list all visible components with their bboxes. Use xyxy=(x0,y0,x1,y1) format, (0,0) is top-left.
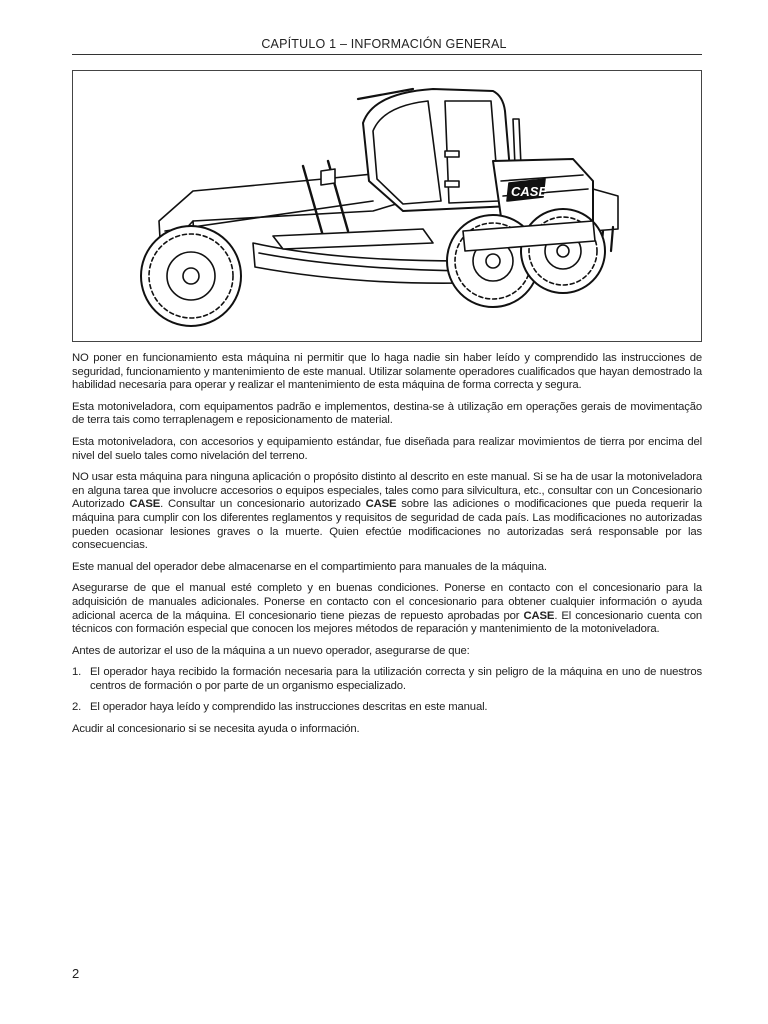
list-item xyxy=(72,701,702,715)
paragraph-8: Acudir al concesionario si se necesita ayuda o información. xyxy=(72,723,360,736)
paragraph-6 xyxy=(72,582,702,636)
brand-name: CASE xyxy=(129,498,161,511)
paragraph-1: NO poner en funcionamiento esta máquina ni permitir que lo haga nadie sin haber leído y comprendido las instrucciones de seguridad, funcionamiento y mantenimiento de este manual. Utilizar solamente operadores cualificados que hayan demostrado la habilidad necesaria para operar y realizar el mantenimiento de esta máquina de forma correcta y segura. xyxy=(72,352,702,392)
paragraph-4-text-a: NO usar esta máquina para ninguna aplicación o propósito distinto al descrito en este manual. Si se ha de usar la motoniveladora en alguna tarea que involucre accesorios o equipos especiales, tales como para silvicultura, etc., consultar con un Concesionario Autorizado xyxy=(72,471,702,511)
paragraph-4 xyxy=(72,471,702,553)
paragraph-7: Antes de autorizar el uso de la máquina a un nuevo operador, asegurarse de que: xyxy=(72,644,470,657)
paragraph-4-text-c: sobre las adiciones o modificaciones que pueda requerir la máquina para cumplir con los diferentes reglamentos y requisitos de seguridad de cada país. Las modificaciones no autorizadas pueden ocasionar lesiones graves o la muerte. Quien efectúe modificaciones no autorizadas será responsable por las consecuencias. xyxy=(72,498,702,552)
motor-grader-illustration xyxy=(72,70,702,342)
header-divider xyxy=(72,54,702,55)
brand-name: CASE xyxy=(365,498,397,511)
brand-name: CASE xyxy=(523,609,555,622)
paragraph-2: Esta motoniveladora, com equipamentos padrão e implementos, destina-se à utilização em operações gerais de movimentação de terra tais como terraplenagem e reposicionamento de material. xyxy=(72,400,702,427)
paragraph-3: Esta motoniveladora, con accesorios y equipamiento estándar, fue diseñada para realizar movimientos de tierra por encima del nivel del suelo tales como nivelación del terreno. xyxy=(72,435,702,462)
manual-body xyxy=(72,352,702,745)
case-logo: CASE xyxy=(511,184,548,199)
paragraph-4-text-b: . Consultar un concesionario autorizado xyxy=(160,498,366,511)
paragraph-6-text-b: . El concesionario cuenta con técnicos con formación especial que conocen los mejores métodos de reparación y mantenimiento de la motoniveladora. xyxy=(72,609,702,636)
front-wheel xyxy=(141,226,241,326)
list-number: 1. xyxy=(72,666,82,679)
list-text: El operador haya leído y comprendido las instrucciones descritas en este manual. xyxy=(90,701,488,714)
paragraph-5: Este manual del operador debe almacenarse en el compartimiento para manuales de la máquina. xyxy=(72,560,547,573)
list-text: El operador haya recibido la formación necesaria para la utilización correcta y sin peligro de la máquina en uno de nuestros centros de formación o por parte de un organismo especializado. xyxy=(90,666,702,692)
page-number: 2 xyxy=(72,966,80,981)
list-number: 2. xyxy=(72,701,82,714)
page-header: CAPÍTULO 1 – INFORMACIÓN GENERAL xyxy=(261,37,507,51)
paragraph-6-text-a: Asegurarse de que el manual esté completo y en buenas condiciones. Ponerse en contacto con el concesionario para la adquisición de manuales adicionales. Ponerse en contacto con el concesionario para obtener cualquier información o ayuda adicional acerca de la máquina. El concesionario tiene piezas de repuesto aprobadas por xyxy=(72,582,702,622)
list-item xyxy=(72,666,702,693)
